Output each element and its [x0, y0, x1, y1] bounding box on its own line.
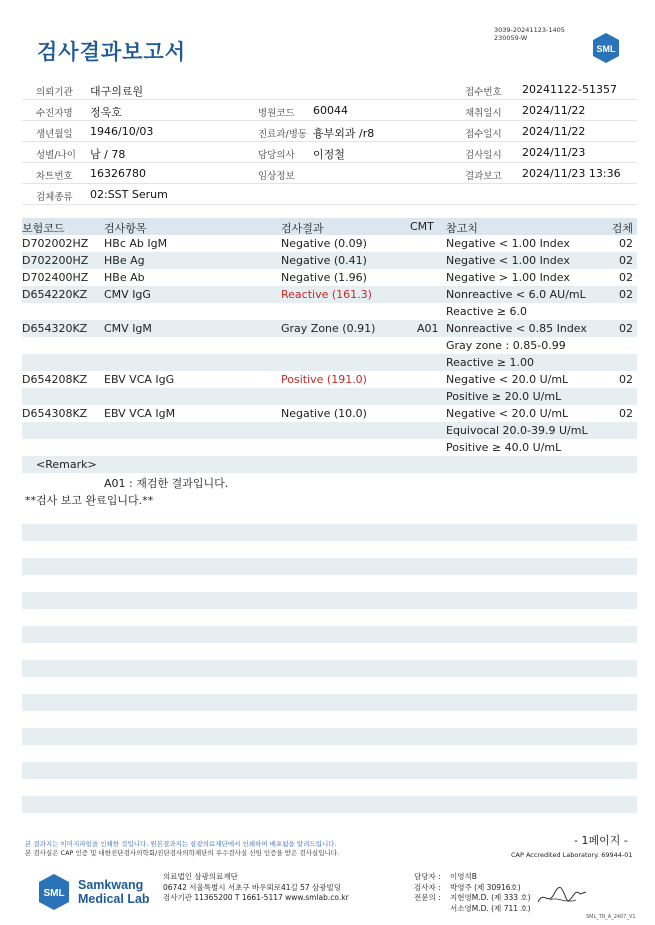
cell-ref: Negative < 20.0 U/mL	[446, 373, 569, 386]
table-row	[22, 252, 637, 269]
cell-code: D702400HZ	[22, 271, 89, 284]
info-label: 접수일시	[465, 129, 502, 140]
cell-ref: Negative < 1.00 Index	[446, 237, 570, 250]
empty-row	[22, 762, 637, 779]
empty-row	[22, 813, 637, 830]
header-item: 검사항목	[104, 222, 147, 235]
empty-row	[22, 541, 637, 558]
cell-ref: Gray zone : 0.85-0.99	[446, 339, 566, 352]
cell-code: D654308KZ	[22, 407, 88, 420]
table-row	[22, 337, 637, 354]
empty-row	[22, 609, 637, 626]
notice-line-2: 본 검사실은 CAP 인증 및 대한진단검사의학회/진단검사의학재단의 우수검사실 신임 인증을 받은 검사실입니다.	[25, 849, 340, 857]
cap-accreditation: CAP Accredited Laboratory. 69944-01	[511, 851, 633, 859]
sml-logo-icon	[590, 31, 622, 65]
report-complete-row	[22, 490, 637, 507]
address-line-1: 의료법인 삼광의료재단	[163, 872, 238, 881]
empty-row	[22, 643, 637, 660]
cell-ref: Positive ≥ 40.0 U/mL	[446, 441, 562, 454]
lab-address	[163, 872, 349, 904]
header-cmt: CMT	[410, 220, 434, 233]
table-row	[22, 235, 637, 252]
address-line-2: 06742 서울특별시 서초구 바우뫼로41길 57 삼광빌딩	[163, 882, 342, 892]
signatory-name: 이영석B	[450, 872, 477, 881]
cell-ref: Negative < 20.0 U/mL	[446, 407, 569, 420]
page-number: - 1페이지 -	[574, 834, 628, 847]
info-value: 60044	[313, 104, 348, 117]
info-label: 검사일시	[465, 150, 502, 161]
cell-item: HBe Ag	[104, 254, 145, 267]
table-row	[22, 286, 637, 303]
table-body	[22, 235, 637, 456]
info-label: 임상정보	[258, 171, 295, 182]
cell-code: D654320KZ	[22, 322, 88, 335]
info-value: 02:SST Serum	[90, 188, 168, 201]
info-row	[22, 121, 637, 142]
info-label: 접수번호	[465, 87, 502, 98]
cell-item: CMV IgG	[104, 288, 151, 301]
signatory-name: 박영주 (제 30916호)	[450, 882, 521, 892]
cell-result: Positive (191.0)	[281, 373, 367, 386]
info-label: 수진자명	[36, 108, 73, 119]
signatory-role: 검사자 :	[414, 882, 441, 892]
cell-ref: Negative > 1.00 Index	[446, 271, 570, 284]
table-row	[22, 371, 637, 388]
info-value: 16326780	[90, 167, 146, 180]
signatory-row	[414, 883, 531, 894]
cell-code: D702002HZ	[22, 237, 89, 250]
cell-item: HBe Ab	[104, 271, 145, 284]
empty-row	[22, 796, 637, 813]
signatory-role: 담당자 :	[414, 872, 441, 881]
signatory-row	[414, 904, 531, 915]
info-label: 결과보고	[465, 171, 502, 182]
info-value: 대구의료원	[90, 85, 144, 98]
info-value: 2024/11/23 13:36	[522, 167, 621, 180]
empty-row	[22, 575, 637, 592]
info-value: 2024/11/23	[522, 146, 586, 159]
empty-row	[22, 507, 637, 524]
cell-ref: Reactive ≥ 1.00	[446, 356, 535, 369]
info-label: 차트번호	[36, 171, 73, 182]
cell-specimen: 02	[619, 271, 633, 284]
page-title: 검사결과보고서	[37, 40, 187, 64]
empty-row	[22, 711, 637, 728]
address-line-3: 검사기관 11365200 T 1661-5117 www.smlab.co.kr	[163, 893, 349, 902]
empty-row	[22, 660, 637, 677]
cell-specimen: 02	[619, 407, 633, 420]
info-value: 정욱호	[90, 106, 122, 119]
empty-row	[22, 592, 637, 609]
patient-info	[22, 79, 637, 205]
cell-item: EBV VCA IgM	[104, 407, 176, 420]
info-label: 생년월일	[36, 129, 73, 140]
table-row	[22, 269, 637, 286]
info-value: 2024/11/22	[522, 125, 586, 138]
empty-row	[22, 626, 637, 643]
info-value: 이정철	[313, 148, 345, 161]
cell-specimen: 02	[619, 288, 633, 301]
empty-row	[22, 524, 637, 541]
table-row	[22, 422, 637, 439]
info-row	[22, 184, 637, 205]
cell-ref: Positive ≥ 20.0 U/mL	[446, 390, 562, 403]
cell-specimen: 02	[619, 322, 633, 335]
empty-row	[22, 779, 637, 796]
info-value: 남 / 78	[90, 148, 126, 161]
cell-ref: Nonreactive < 6.0 AU/mL	[446, 288, 586, 301]
info-value: 20241122-51357	[522, 83, 617, 96]
info-value: 2024/11/22	[522, 104, 586, 117]
signatory-name: 서소영M.D. (제 711 호)	[450, 903, 531, 913]
cell-result: Negative (0.09)	[281, 237, 367, 250]
notice-line-1: 본 결과지는 이미지파일을 인쇄한 것입니다. 원본결과지는 삼광의료재단에서 인쇄하여 배포됨을 알려드립니다.	[25, 840, 337, 848]
results-table	[22, 218, 637, 830]
info-label: 의뢰기관	[36, 87, 73, 98]
empty-row	[22, 745, 637, 762]
cell-result: Negative (0.41)	[281, 254, 367, 267]
remark-title: <Remark>	[36, 458, 97, 471]
cell-result: Negative (10.0)	[281, 407, 367, 420]
sml-logo-text: SML	[596, 44, 616, 54]
signatories	[414, 872, 531, 914]
info-row	[22, 142, 637, 163]
cell-ref: Negative < 1.00 Index	[446, 254, 570, 267]
header-result: 검사결과	[281, 222, 324, 235]
info-label: 성별/나이	[36, 150, 76, 161]
info-label: 진료과/병동	[258, 129, 308, 140]
table-row	[22, 354, 637, 371]
cell-cmt: A01	[417, 322, 439, 335]
brand-line-1: Samkwang	[78, 878, 144, 892]
signatory-role	[414, 904, 450, 915]
remark-a01-row	[22, 473, 637, 490]
signatory-name: 지현영M.D. (제 333 호)	[450, 893, 531, 902]
brand-line-2: Medical Lab	[78, 892, 150, 906]
remark-title-row	[22, 456, 637, 473]
cell-result: Negative (1.96)	[281, 271, 367, 284]
table-row	[22, 320, 637, 337]
cell-code: D654208KZ	[22, 373, 88, 386]
cell-item: CMV IgM	[104, 322, 152, 335]
sml-brand-text: SML	[43, 888, 65, 899]
header-specimen: 검체	[611, 222, 633, 235]
report-complete: **검사 보고 완료입니다.**	[25, 494, 154, 507]
header-code: 보험코드	[22, 222, 65, 235]
signatory-row	[414, 872, 531, 883]
cell-item: HBc Ab IgM	[104, 237, 168, 250]
cell-specimen: 02	[619, 373, 633, 386]
empty-row	[22, 728, 637, 745]
footer-notice	[25, 840, 339, 858]
signature-scribble	[536, 880, 588, 910]
cell-code: D702200HZ	[22, 254, 89, 267]
info-label: 담당의사	[258, 150, 295, 161]
cell-ref: Reactive ≥ 6.0	[446, 305, 528, 318]
empty-stripes	[22, 507, 637, 830]
document-id	[494, 26, 565, 42]
table-row	[22, 439, 637, 456]
cell-code: D654220KZ	[22, 288, 88, 301]
table-header	[22, 218, 637, 235]
cell-result: Gray Zone (0.91)	[281, 322, 376, 335]
info-label: 채취일시	[465, 108, 502, 119]
remark-a01: A01 : 재검한 결과입니다.	[104, 477, 229, 490]
brand-logo	[36, 872, 150, 912]
table-row	[22, 405, 637, 422]
info-label: 병원코드	[258, 108, 295, 119]
info-row	[22, 100, 637, 121]
brand-name	[78, 878, 150, 906]
empty-row	[22, 694, 637, 711]
signatory-row	[414, 893, 531, 904]
cell-ref: Nonreactive < 0.85 Index	[446, 322, 587, 335]
empty-row	[22, 677, 637, 694]
empty-row	[22, 558, 637, 575]
signatory-role: 전문의 :	[414, 893, 441, 902]
header-ref: 참고치	[446, 222, 478, 235]
info-label: 검체종류	[36, 192, 73, 203]
cell-specimen: 02	[619, 237, 633, 250]
sml-brand-icon	[36, 872, 72, 912]
table-row	[22, 303, 637, 320]
form-code: SML_TR_A_2407_V1	[586, 914, 636, 920]
table-row	[22, 388, 637, 405]
document-id-line-1: 3039-20241123-1405	[494, 26, 565, 34]
info-row	[22, 79, 637, 100]
info-value: 흉부외과 /r8	[313, 127, 375, 140]
info-value: 1946/10/03	[90, 125, 154, 138]
cell-result: Reactive (161.3)	[281, 288, 372, 301]
cell-ref: Equivocal 20.0-39.9 U/mL	[446, 424, 588, 437]
cell-item: EBV VCA IgG	[104, 373, 175, 386]
document-id-line-2: 230059-W	[494, 34, 528, 42]
cell-specimen: 02	[619, 254, 633, 267]
info-row	[22, 163, 637, 184]
